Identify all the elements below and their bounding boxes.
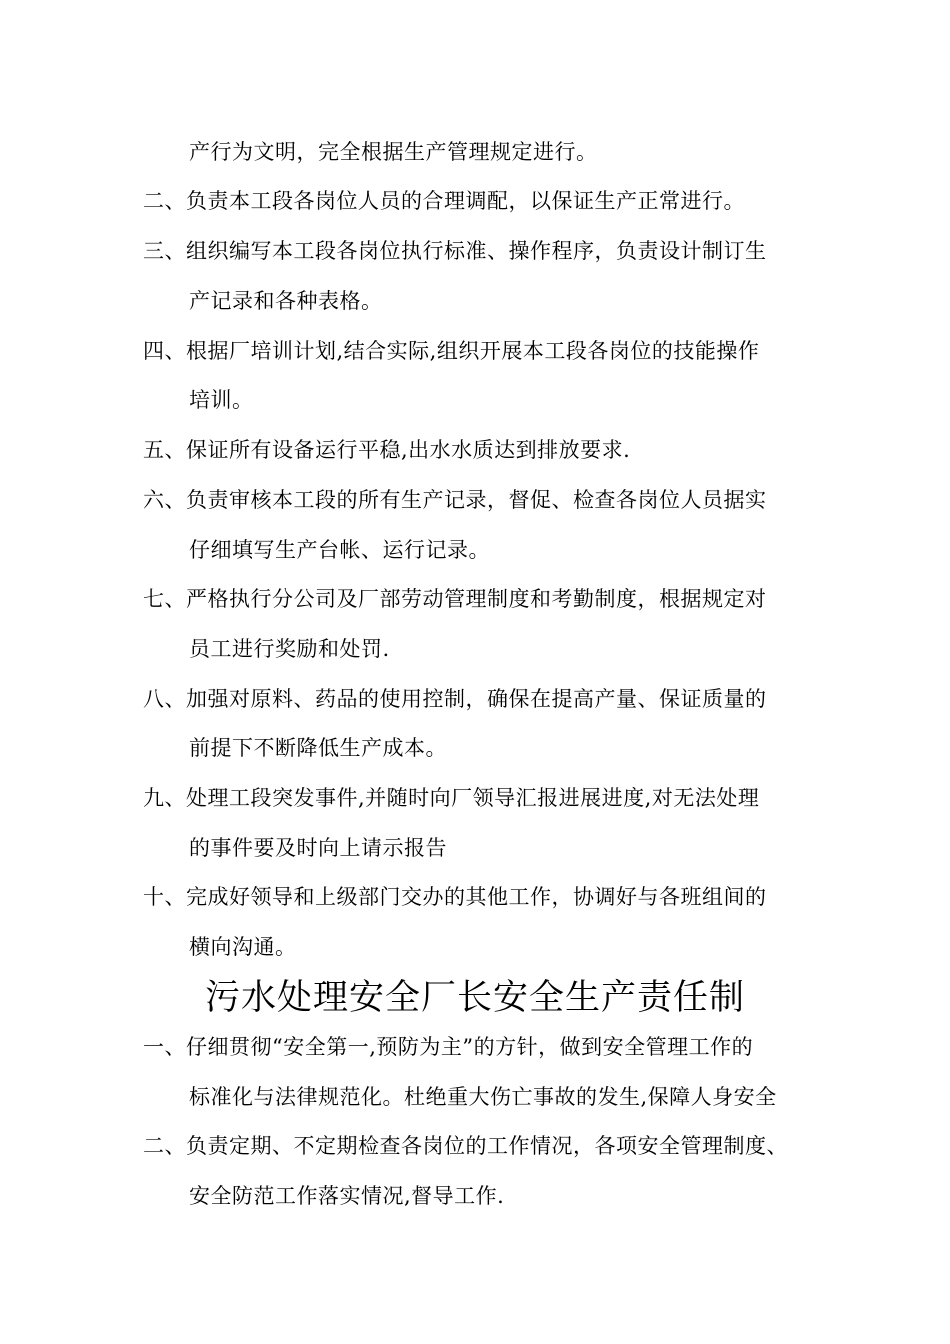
list-item-5: 五、保证所有设备运行平稳,出水水质达到排放要求. [143,438,631,462]
list-item-6: 六、负责审核本工段的所有生产记录，督促、检查各岗位人员据实 [143,488,767,512]
list-item-8: 八、加强对原料、药品的使用控制，确保在提高产量、保证质量的 [143,687,767,711]
section-title: 污水处理安全厂长安全生产责任制 [204,978,745,1018]
text-line: 仔细填写生产台帐、运行记录。 [189,538,490,562]
text-line: 安全防范工作落实情况,督导工作. [189,1184,505,1208]
list-item-1: 一、仔细贯彻“安全第一,预防为主”的方针，做到安全管理工作的 [143,1035,754,1059]
list-item-2: 二、负责本工段各岗位人员的合理调配，以保证生产正常进行。 [143,189,745,213]
text-line: 培训。 [189,388,254,412]
list-item-3: 三、组织编写本工段各岗位执行标准、操作程序，负责设计制订生 [143,239,767,263]
text-line: 产行为文明，完全根据生产管理规定进行。 [189,140,598,164]
list-item-10: 十、完成好领导和上级部门交办的其他工作，协调好与各班组间的 [143,885,767,909]
text-line: 的事件要及时向上请示报告 [189,836,447,860]
list-item-2: 二、负责定期、不定期检查各岗位的工作情况，各项安全管理制度、 [143,1134,788,1158]
list-item-7: 七、严格执行分公司及厂部劳动管理制度和考勤制度，根据规定对 [143,587,767,611]
text-line: 前提下不断降低生产成本。 [189,736,447,760]
list-item-4: 四、根据厂培训计划,结合实际,组织开展本工段各岗位的技能操作 [143,339,760,363]
text-line: 员工进行奖励和处罚. [189,637,390,661]
text-line: 标准化与法律规范化。杜绝重大伤亡事故的发生,保障人身安全 [189,1085,777,1109]
text-line: 横向沟通。 [189,935,297,959]
text-line: 产记录和各种表格。 [189,289,383,313]
list-item-9: 九、处理工段突发事件,并随时向厂领导汇报进展进度,对无法处理 [143,786,760,810]
